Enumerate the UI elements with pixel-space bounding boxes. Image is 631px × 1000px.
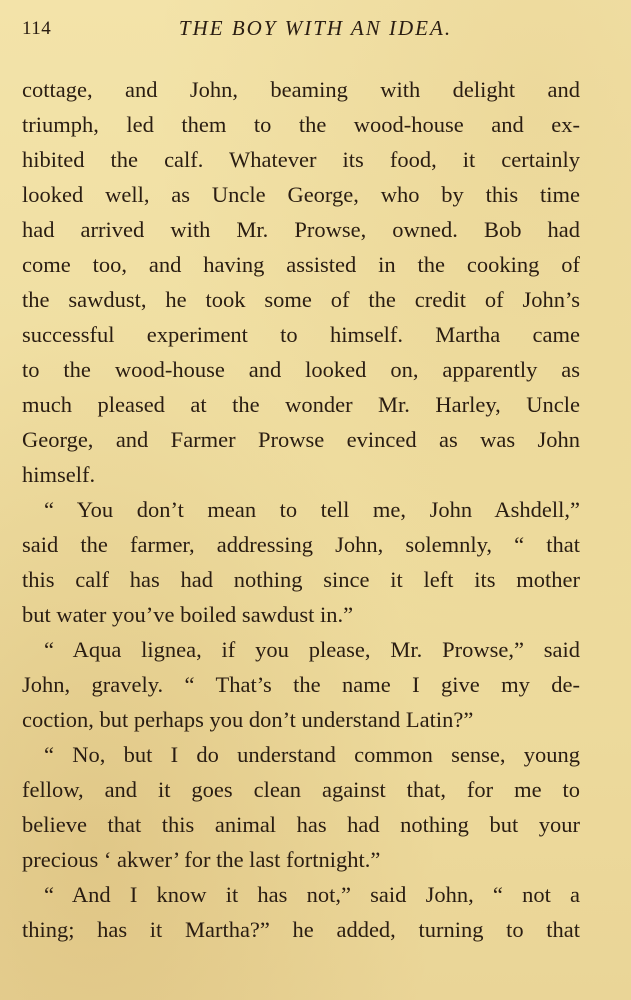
text-line: but water you’ve boiled sawdust in.” [22,602,354,627]
text-line: fellow, and it goes clean against that, for me to [22,777,580,802]
text-line: “ And I know it has not,” said John, “ not a [44,882,580,907]
body-text [22,72,580,947]
text-line: “ You don’t mean to tell me, John Ashdell,” [44,497,580,522]
text-line: this calf has had nothing since it left its mother [22,567,580,592]
text-line: looked well, as Uncle George, who by this time [22,182,580,207]
text-line: triumph, led them to the wood-house and ex- [22,112,580,137]
text-line: himself. [22,462,96,487]
text-line: come too, and having assisted in the cooking of [22,252,580,277]
text-line: John, gravely. “ That’s the name I give my de- [22,672,580,697]
text-line: thing; has it Martha?” he added, turning to that [22,917,580,942]
text-line: said the farmer, addressing John, solemnly, “ that [22,532,580,557]
text-line: hibited the calf. Whatever its food, it certainly [22,147,580,172]
running-head: THE BOY WITH AN IDEA. [178,16,453,40]
text-line: believe that this animal has had nothing but your [22,812,580,837]
text-line: to the wood-house and looked on, apparently as [22,357,580,382]
page-number: 114 [22,18,52,39]
text-line: precious ‘ akwer’ for the last fortnight.” [22,847,381,872]
text-line: “ Aqua lignea, if you please, Mr. Prowse,” said [44,637,580,662]
text-line: “ No, but I do understand common sense, young [44,742,580,767]
text-line: had arrived with Mr. Prowse, owned. Bob had [22,217,580,242]
text-line: much pleased at the wonder Mr. Harley, Uncle [22,392,580,417]
text-line: the sawdust, he took some of the credit of John’s [22,287,580,312]
text-line: cottage, and John, beaming with delight and [22,77,580,102]
text-line: coction, but perhaps you don’t understand Latin?” [22,707,474,732]
text-line: successful experiment to himself. Martha came [22,322,580,347]
text-line: George, and Farmer Prowse evinced as was John [22,427,580,452]
page-header [22,16,609,46]
